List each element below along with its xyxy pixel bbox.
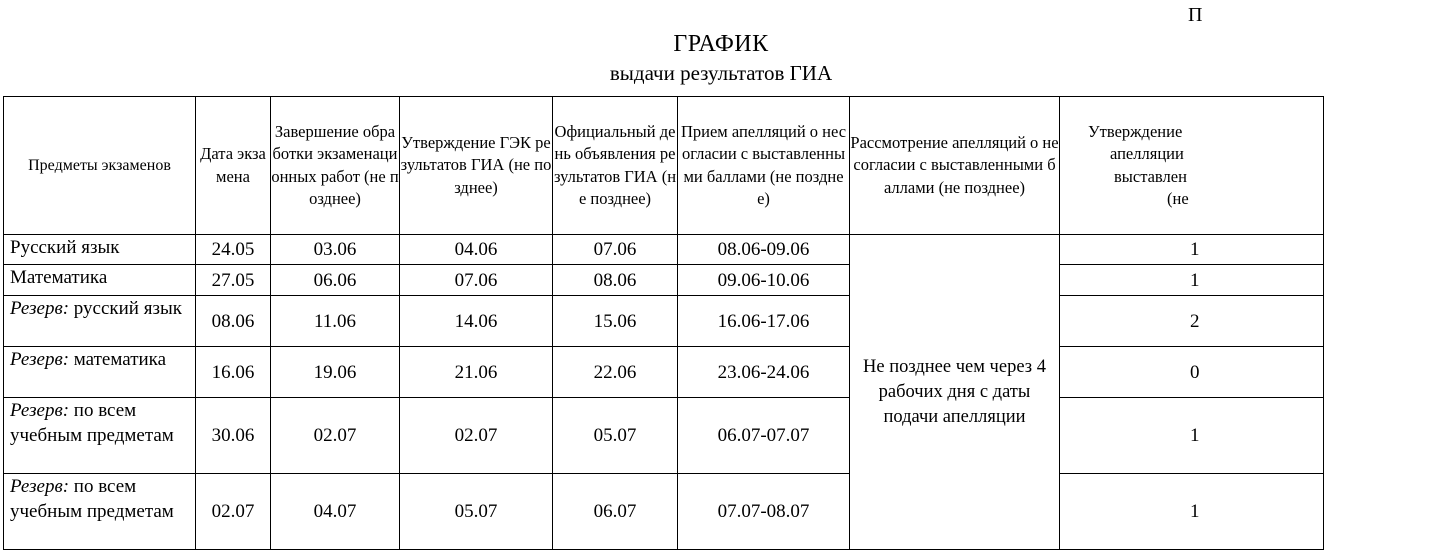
appeal-approval-cell: 2: [1060, 296, 1324, 347]
appeal-intake-cell: 16.06-17.06: [678, 296, 850, 347]
gek-approval-cell: 14.06: [400, 296, 553, 347]
gek-approval-cell: 02.07: [400, 398, 553, 474]
exam-date-cell: 24.05: [196, 235, 271, 265]
table-row: [4, 265, 1324, 296]
official-day-cell: 07.06: [553, 235, 678, 265]
table-row: [4, 347, 1324, 398]
gek-approval-cell: 07.06: [400, 265, 553, 296]
subject-name: Русский язык: [10, 237, 120, 258]
table-row: [4, 474, 1324, 550]
table-row: [4, 296, 1324, 347]
official-day-cell: 15.06: [553, 296, 678, 347]
appeal-intake-cell: 09.06-10.06: [678, 265, 850, 296]
document-title: ГРАФИК: [673, 31, 769, 57]
subject-prefix: Резерв:: [10, 476, 70, 497]
header-appeal-intake: Прием апелляций о несогласии с выставленными баллами (не позднее): [678, 97, 850, 235]
processing-end-cell: 02.07: [271, 398, 400, 474]
exam-date-cell: 16.06: [196, 347, 271, 398]
header-approval-line: апелляции: [1110, 144, 1184, 163]
header-processing-end: Завершение обработки экзаменационных работ (не позднее): [271, 97, 400, 235]
subject-name: математика: [69, 349, 167, 370]
table-row: [4, 235, 1324, 265]
official-day-cell: 22.06: [553, 347, 678, 398]
processing-end-cell: 11.06: [271, 296, 400, 347]
subject-cell: [4, 398, 196, 474]
subject-name: по всем учебным предметам: [10, 476, 174, 522]
exam-date-cell: 27.05: [196, 265, 271, 296]
official-day-cell: 05.07: [553, 398, 678, 474]
processing-end-cell: 06.06: [271, 265, 400, 296]
header-official-day: Официальный день объявления результатов ГИА (не позднее): [553, 97, 678, 235]
header-gek-approval: Утверждение ГЭК результатов ГИА (не позднее): [400, 97, 553, 235]
subject-name: русский язык: [69, 298, 182, 319]
official-day-cell: 08.06: [553, 265, 678, 296]
results-schedule-table: [3, 96, 1324, 550]
appeal-approval-cell: 1: [1060, 235, 1324, 265]
header-appeal-review: Рассмотрение апелляций о несогласии с выставленными баллами (не позднее): [850, 97, 1060, 235]
subject-cell: [4, 474, 196, 550]
gek-approval-cell: 04.06: [400, 235, 553, 265]
subject-cell: [4, 296, 196, 347]
gek-approval-cell: 05.07: [400, 474, 553, 550]
table-row: [4, 398, 1324, 474]
header-exam-date: Дата экзамена: [196, 97, 271, 235]
subject-name: по всем учебным предметам: [10, 400, 174, 446]
header-approval-line: выставлен: [1114, 166, 1187, 186]
processing-end-cell: 04.07: [271, 474, 400, 550]
appeal-intake-cell: 07.07-08.07: [678, 474, 850, 550]
subject-prefix: Резерв:: [10, 298, 70, 319]
subject-cell: [4, 347, 196, 398]
header-subject: Предметы экзаменов: [4, 97, 196, 235]
appeal-intake-cell: 06.07-07.07: [678, 398, 850, 474]
appeal-review-note: Не позднее чем через 4 рабочих дня с даты подачи апелляции: [850, 235, 1060, 550]
header-appeal-approval: [1060, 97, 1324, 235]
official-day-cell: 06.07: [553, 474, 678, 550]
exam-date-cell: 02.07: [196, 474, 271, 550]
page-corner-text: П: [1188, 4, 1203, 26]
subject-name: Математика: [10, 267, 108, 288]
subject-cell: [4, 265, 196, 296]
appeal-approval-cell: 1: [1060, 265, 1324, 296]
appeal-approval-cell: 1: [1060, 474, 1324, 550]
appeal-approval-cell: 0: [1060, 347, 1324, 398]
subject-cell: [4, 235, 196, 265]
subject-prefix: Резерв:: [10, 400, 70, 421]
processing-end-cell: 03.06: [271, 235, 400, 265]
appeal-intake-cell: 23.06-24.06: [678, 347, 850, 398]
subject-prefix: Резерв:: [10, 349, 70, 370]
header-approval-line: Утверждение: [1088, 121, 1183, 141]
table-header-row: [4, 97, 1324, 235]
appeal-approval-cell: 1: [1060, 398, 1324, 474]
processing-end-cell: 19.06: [271, 347, 400, 398]
exam-date-cell: 30.06: [196, 398, 271, 474]
appeal-intake-cell: 08.06-09.06: [678, 235, 850, 265]
gek-approval-cell: 21.06: [400, 347, 553, 398]
header-approval-line: (не: [1167, 189, 1189, 208]
document-subtitle: выдачи результатов ГИА: [609, 61, 833, 85]
exam-date-cell: 08.06: [196, 296, 271, 347]
